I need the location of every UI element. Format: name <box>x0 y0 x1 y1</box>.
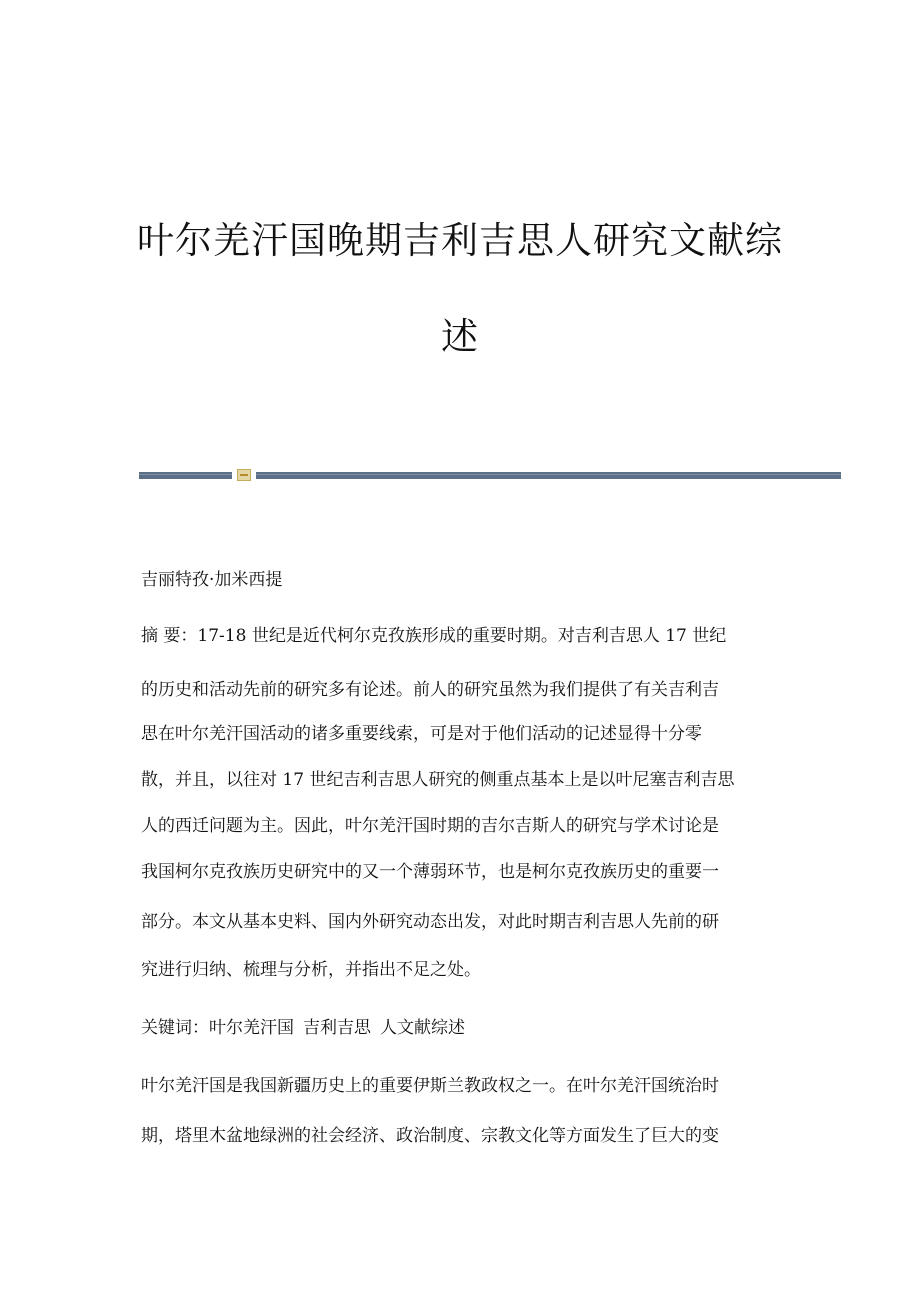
divider-emblem-icon <box>237 469 251 481</box>
abstract-line: 的历史和活动先前的研究多有论述。前人的研究虽然为我们提供了有关吉利吉 <box>141 680 719 700</box>
abstract-line: 散，并且，以往对 17 世纪吉利吉思人研究的侧重点基本上是以叶尼塞吉利吉思 <box>141 770 735 790</box>
abstract-line: 思在叶尔羌汗国活动的诸多重要线索，可是对于他们活动的记述显得十分零 <box>141 724 702 744</box>
abstract-line: 究进行归纳、梳理与分析，并指出不足之处。 <box>141 960 481 980</box>
abstract-line: 人的西迁问题为主。因此，叶尔羌汗国时期的吉尔吉斯人的研究与学术讨论是 <box>141 816 719 836</box>
document-title-line-1: 叶尔羌汗国晚期吉利吉思人研究文献综 <box>137 219 783 262</box>
author-name: 吉丽特孜·加米西提 <box>141 570 283 590</box>
keyword-item: 吉利吉思 <box>303 1018 371 1038</box>
keywords <box>141 1018 801 1038</box>
divider-bar-right <box>256 472 841 479</box>
abstract-line: 部分。本文从基本史料、国内外研究动态出发，对此时期吉利吉思人先前的研 <box>141 912 719 932</box>
body-paragraph-line: 叶尔羌汗国是我国新疆历史上的重要伊斯兰教政权之一。在叶尔羌汗国统治时 <box>141 1076 719 1096</box>
body-paragraph-line: 期，塔里木盆地绿洲的社会经济、政治制度、宗教文化等方面发生了巨大的变 <box>141 1126 719 1146</box>
divider-bar-left <box>139 472 232 479</box>
keyword-item: 叶尔羌汗国 <box>209 1018 294 1038</box>
title-divider <box>139 468 841 484</box>
document-title-line-2: 述 <box>441 315 479 358</box>
abstract-line: 摘 要：17-18 世纪是近代柯尔克孜族形成的重要时期。对吉利吉思人 17 世纪 <box>141 626 727 646</box>
abstract-line: 我国柯尔克孜族历史研究中的又一个薄弱环节，也是柯尔克孜族历史的重要一 <box>141 862 719 882</box>
keyword-item: 人文献综述 <box>380 1018 465 1038</box>
keywords-label: 关键词： <box>141 1018 209 1038</box>
